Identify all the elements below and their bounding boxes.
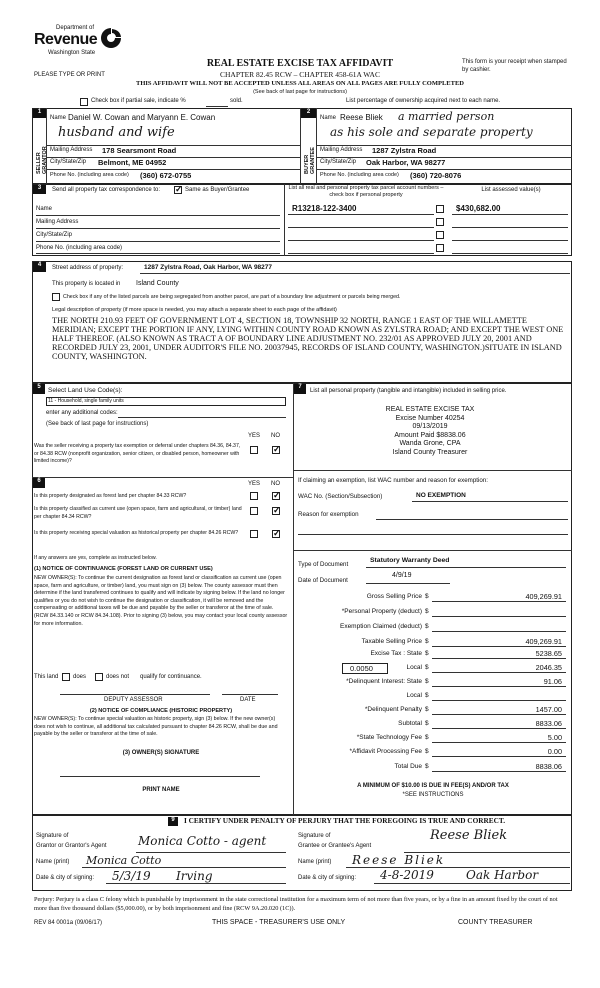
notice: THIS AFFIDAVIT WILL NOT BE ACCEPTED UNLESS ALL AREAS ON ALL PAGES ARE FULLY COMPLETED — [136, 80, 464, 87]
doc-date-label: Date of Document — [298, 577, 348, 584]
legal-label: Legal description of property (if more space is needed, you may attach a separate sheet to each page of the affidavit) — [52, 307, 337, 313]
s6-q2-no[interactable] — [272, 507, 280, 515]
fee-value[interactable]: 8833.06 — [535, 719, 562, 728]
parcel-personal-checkbox-3[interactable] — [436, 231, 444, 239]
wac-label: WAC No. (Section/Subsection) — [298, 493, 383, 500]
grantor-sig-label-1: Signature of — [36, 833, 69, 839]
s3-addr-label: Mailing Address — [36, 219, 79, 225]
fee-label: Exemption Claimed (deduct) — [339, 623, 422, 630]
receipt-note: This form is your receipt when stamped by cashier. — [462, 59, 567, 73]
located-county[interactable]: Island County — [136, 280, 179, 287]
please-type: PLEASE TYPE OR PRINT — [34, 72, 105, 78]
section-2-number: 2 — [301, 109, 316, 118]
fee-dollar-sign: $ — [425, 608, 429, 615]
stamp-line-6: Island County Treasurer — [392, 448, 468, 456]
buyer-city[interactable]: Oak Harbor, WA 98277 — [366, 158, 446, 167]
grantor-date[interactable]: 5/3/19 — [112, 869, 151, 883]
personal-property-label: List all personal property (tangible and intangible) included in selling price. — [310, 388, 507, 394]
s5-q1-no[interactable] — [272, 446, 280, 454]
buyer-side-label: BUYER GRANTEE — [304, 147, 316, 174]
s6-no: NO — [271, 481, 280, 487]
s5-question: Was the seller receiving a property tax exemption or deferral under chapters 84.36, 84.37, or 84.38 RCW (nonprofit organization, senior citizen, or disabled person, homeowner with limited income)? — [34, 443, 241, 464]
county-treasurer: COUNTY TREASURER — [458, 919, 533, 926]
section-5-number: 5 — [33, 384, 45, 394]
s6-q3-yes[interactable] — [250, 530, 258, 538]
fee-label: Local — [406, 692, 422, 699]
s5-see-back: (See back of last page for instructions) — [46, 421, 149, 427]
segregated-label: Check box if any of the listed parcels are being segregated from another parcel, are part of a boundary line adjustment or parcels being merged. — [63, 294, 401, 300]
buyer-name[interactable]: Reese Bliek — [340, 113, 383, 122]
fee-dollar-sign: $ — [425, 678, 429, 685]
fee-label: *Personal Property (deduct) — [341, 608, 422, 615]
treasurer-stamp — [340, 406, 520, 458]
fee-dollar-sign: $ — [425, 692, 429, 699]
does-not-label: does not — [106, 674, 130, 680]
form-title: REAL ESTATE EXCISE TAX AFFIDAVIT — [206, 58, 394, 69]
parcel-personal-checkbox-4[interactable] — [436, 244, 444, 252]
partial-sale-label: Check box if partial sale, indicate % — [91, 98, 186, 104]
stamp-line-2: Excise Number 40254 — [395, 414, 465, 422]
s6-yes: YES — [248, 481, 261, 487]
compliance-text: NEW OWNER(S): To continue special valuation as historic property, sign (3) below. If the new owner(s) does not wish to continue, all additional tax calculated pursuant to chapter 84.26 RCW, shall be due and payable by the seller or transferor at the time of sale. — [34, 716, 278, 738]
parcel-personal-checkbox-1[interactable] — [436, 205, 444, 213]
fee-dollar-sign: $ — [425, 664, 429, 671]
parcel-number[interactable]: R13218-122-3400 — [292, 204, 357, 213]
s5-q1-yes[interactable] — [250, 446, 258, 454]
grantee-name[interactable]: Reese Bliek — [352, 853, 446, 867]
fee-dollar-sign: $ — [425, 593, 429, 600]
local-rate[interactable]: 0.0050 — [350, 664, 373, 673]
exemption-label: If claiming an exemption, list WAC number and reason for exemption: — [298, 477, 488, 484]
fee-dollar-sign: $ — [425, 706, 429, 713]
seller-phone[interactable]: (360) 672-0755 — [140, 171, 192, 180]
grantee-name-label: Name (print) — [298, 859, 332, 865]
buyer-phone-label: Phone No. (including area code) — [320, 172, 399, 178]
parcel-personal-checkbox-2[interactable] — [436, 218, 444, 226]
s3-city-label: City/State/Zip — [36, 232, 73, 238]
grantee-city[interactable]: Oak Harbor — [466, 868, 539, 882]
assessed-header: List assessed value(s) — [481, 187, 541, 193]
fee-dollar-sign: $ — [425, 650, 429, 657]
same-as-buyer-checkbox[interactable] — [174, 186, 182, 194]
s5-yes: YES — [248, 433, 261, 439]
s6-q2: Is this property classified as current use (open space, farm and agricultural, or timber) land per chapter 84.34 RCW? — [34, 506, 242, 520]
buyer-addr-label: Mailing Address — [320, 147, 363, 153]
logo-name: Revenue — [34, 31, 98, 48]
revenue-logo — [34, 22, 124, 66]
section-1-number: 1 — [33, 109, 46, 118]
section-7-number: 7 — [294, 384, 306, 394]
grantor-name[interactable]: Monica Cotto — [86, 854, 162, 867]
form-chapter: CHAPTER 82.45 RCW – CHAPTER 458-61A WAC — [220, 70, 380, 79]
fee-label: Gross Selling Price — [366, 593, 422, 600]
parcel-header: List all real and personal property tax parcel account numbers – check box if personal property — [288, 185, 444, 198]
fee-label: *Delinquent Interest: State — [346, 678, 422, 685]
seller-addr[interactable]: 178 Searsmont Road — [102, 146, 177, 155]
fee-label: Subtotal — [398, 720, 422, 727]
pct-list-label: List percentage of ownership acquired next to each name. — [346, 98, 501, 104]
grantor-name-label: Name (print) — [36, 859, 70, 865]
fee-dollar-sign: $ — [425, 638, 429, 645]
street-address[interactable]: 1287 Zylstra Road, Oak Harbor, WA 98277 — [144, 264, 273, 271]
fee-label: Total Due — [394, 763, 422, 770]
fee-value[interactable]: 409,269.91 — [525, 637, 562, 646]
grantee-sig-label-2: Grantee or Grantee's Agent — [298, 843, 372, 849]
section-9-number: 9 — [168, 817, 178, 826]
grantee-signature[interactable]: Reese Bliek — [430, 828, 508, 843]
doc-date[interactable]: 4/9/19 — [392, 572, 412, 579]
buyer-name-handwritten-1[interactable]: a married person — [398, 110, 495, 123]
section-4-number: 4 — [33, 262, 46, 272]
legal-description[interactable]: THE NORTH 210.93 FEET OF GOVERNMENT LOT 4, SECTION 18, TOWNSHIP 32 NORTH, RANGE 1 EAST OF THE WILLAMETTE MERIDIAN; EXCEPT THE PORTION IF ANY, LYING WITHIN COUNTY ROAD KNOWN AS ZYLSTRA ROAD; AND EXCEPT THE WEST ONE HALF THEREOF. (ALSO KNOWN AS TRACT A OF BOUNDARY LINE ADJUSTMENT NO. 232/01 AS APPROVED JULY 20, 2001 AND RECORDED JULY 23, 2001, UNDER AUDITOR'S FILE NO. 20037945, RECORDS OF ISLAND COUNTY, WASHINGTON.)SITUATE IN ISLAND COUNTY, WASHINGTON. — [52, 316, 564, 361]
buyer-name-handwritten-2[interactable]: as his sole and separate property — [330, 125, 533, 139]
send-correspondence-label: Send all property tax correspondence to: — [52, 187, 161, 193]
section-6-number: 6 — [33, 478, 45, 488]
grantee-date-label: Date & city of signing: — [298, 875, 357, 881]
buyer-city-label: City/State/Zip — [320, 159, 357, 165]
seller-name[interactable]: Daniel W. Cowan and Maryann E. Cowan — [68, 113, 216, 122]
s6-q1: Is this property designated as forest land per chapter 84.33 RCW? — [34, 493, 187, 499]
seller-phone-label: Phone No. (including area code) — [50, 172, 129, 178]
fee-label: Excise Tax : State — [370, 650, 422, 657]
seller-name-label: Name — [50, 115, 67, 121]
certify-statement: I CERTIFY UNDER PENALTY OF PERJURY THAT THE FOREGOING IS TRUE AND CORRECT. — [184, 816, 506, 825]
rev-number: REV 84 0001a (09/06/17) — [34, 920, 103, 926]
s5-no: NO — [271, 433, 280, 439]
land-does-checkbox[interactable] — [62, 673, 70, 681]
s6-q3-no[interactable] — [272, 530, 280, 538]
date-label: DATE — [240, 697, 256, 703]
reason-label: Reason for exemption — [298, 511, 359, 518]
street-label: Street address of property: — [52, 265, 124, 271]
wac-value[interactable]: NO EXEMPTION — [416, 492, 466, 499]
fee-label: *State Technology Fee — [356, 734, 422, 741]
grantee-sig-label-1: Signature of — [298, 833, 331, 839]
grantor-sig-label-2: Grantor or Grantor's Agent — [36, 843, 107, 849]
print-name-label: PRINT NAME — [142, 787, 180, 793]
s6-q2-yes[interactable] — [250, 507, 258, 515]
s6-q3: Is this property receiving special valuation as historical property per chapter 84.26 RCW? — [34, 530, 239, 536]
sold-label: sold. — [230, 98, 243, 104]
fee-label: *Affidavit Processing Fee — [349, 748, 422, 755]
fee-dollar-sign: $ — [425, 748, 429, 755]
continuance-text: NEW OWNER(S): To continue the current designation as forest land or classification as current use (open space, farm and agriculture, or timber) land, you must sign on (3) below. The county assessor must then determine if the land transferred continues to qualify and will indicate by signing below. If the land no longer qualifies or you do not wish to continue the designation or classification, it will be removed and the compensating or additional taxes will be due and payable by the seller or transferor at the time of sale. (RCW 84.33.140 or RCW 84.34.108). Prior to signing (3) below, you may contact your local county assessor for more information. — [34, 575, 288, 627]
stamp-line-4: Amount Paid $8838.06 — [394, 431, 466, 439]
doc-type[interactable]: Statutory Warranty Deed — [370, 557, 450, 564]
fee-dollar-sign: $ — [425, 763, 429, 770]
s6-if-any: If any answers are yes, complete as instructed below. — [34, 555, 157, 561]
seller-city[interactable]: Belmont, ME 04952 — [98, 158, 167, 167]
s6-q1-yes[interactable] — [250, 492, 258, 500]
seller-addr-label: Mailing Address — [50, 147, 93, 153]
deputy-assessor-label: DEPUTY ASSESSOR — [104, 697, 163, 703]
land-use-label: Select Land Use Code(s): — [48, 387, 123, 394]
qualify-label: qualify for continuance. — [140, 674, 202, 680]
fee-label: Taxable Selling Price — [361, 638, 422, 645]
grantor-date-label: Date & city of signing: — [36, 875, 95, 881]
perjury-note: Perjury: Perjury is a class C felony which is punishable by imprisonment in the state correctional institution for a maximum term of not more than five years, or by a fine in an amount fixed by the court of not more than five thousand dollars ($5,000.00), or by both imprisonment and fine (RCW 9A.20.020 (1C)). — [34, 896, 558, 912]
continuance-title: (1) NOTICE OF CONTINUANCE (FOREST LAND OR CURRENT USE) — [34, 566, 213, 572]
same-as-buyer-label: Same as Buyer/Grantee — [185, 187, 250, 193]
seller-city-label: City/State/Zip — [50, 159, 87, 165]
fee-value[interactable]: 409,269.91 — [525, 592, 562, 601]
land-does-not-checkbox[interactable] — [95, 673, 103, 681]
stamp-line-3: 09/13/2019 — [412, 423, 448, 431]
buyer-phone[interactable]: (360) 720-8076 — [410, 171, 462, 180]
segregated-checkbox[interactable] — [52, 293, 60, 301]
grantor-city[interactable]: Irving — [176, 869, 213, 883]
fee-value[interactable]: 5238.65 — [535, 649, 562, 658]
this-land-label: This land — [34, 674, 59, 680]
grantee-date[interactable]: 4-8-2019 — [380, 868, 434, 882]
fee-dollar-sign: $ — [425, 734, 429, 741]
logo-state: Washington State — [48, 50, 96, 56]
fee-value[interactable]: 0.00 — [547, 747, 562, 756]
s6-q1-no[interactable] — [272, 492, 280, 500]
fee-label: *Delinquent Penalty — [364, 706, 422, 713]
see-instructions: *SEE INSTRUCTIONS — [402, 792, 464, 798]
assessed-value[interactable]: $430,682.00 — [456, 204, 501, 213]
land-use-value: 11 - Household, single family units — [48, 398, 124, 404]
seller-side-label: SELLER GRANTOR — [36, 146, 48, 174]
buyer-addr[interactable]: 1287 Zylstra Road — [372, 146, 437, 155]
doc-type-label: Type of Document — [298, 561, 349, 568]
fee-value[interactable]: 91.06 — [543, 677, 562, 686]
additional-codes-label: enter any additional codes: — [46, 410, 118, 416]
section-3-number: 3 — [33, 185, 46, 194]
see-back: (See back of last page for instructions) — [253, 89, 347, 95]
stamp-line-1: REAL ESTATE EXCISE TAX — [385, 406, 475, 413]
fee-dollar-sign: $ — [425, 623, 429, 630]
seller-name-handwritten[interactable]: husband and wife — [58, 125, 175, 140]
s3-name-label: Name — [36, 206, 53, 212]
fee-value[interactable]: 1457.00 — [535, 705, 562, 714]
fee-value[interactable]: 2046.35 — [535, 663, 562, 672]
compliance-title: (2) NOTICE OF COMPLIANCE (HISTORIC PROPERTY) — [89, 708, 233, 714]
treasurer-space: THIS SPACE - TREASURER'S USE ONLY — [212, 919, 346, 926]
fee-value[interactable]: 8838.06 — [535, 762, 562, 771]
fee-value[interactable]: 5.00 — [547, 733, 562, 742]
fee-label: Local — [406, 664, 422, 671]
revenue-swirl-icon — [98, 26, 124, 50]
grantor-signature[interactable]: Monica Cotto - agent — [138, 834, 267, 848]
logo-dept: Department of — [56, 25, 95, 31]
owner-signature-label: (3) OWNER(S) SIGNATURE — [122, 750, 200, 756]
stamp-line-5: Wanda Grone, CPA — [399, 440, 461, 448]
partial-sale-checkbox[interactable] — [80, 98, 88, 106]
does-label: does — [73, 674, 87, 680]
fee-dollar-sign: $ — [425, 720, 429, 727]
buyer-name-label: Name — [320, 115, 337, 121]
minimum-note: A MINIMUM OF $10.00 IS DUE IN FEE(S) AND/OR TAX — [357, 783, 509, 789]
located-label: This property is located in — [52, 281, 121, 287]
s3-phone-label: Phone No. (including area code) — [36, 245, 123, 251]
